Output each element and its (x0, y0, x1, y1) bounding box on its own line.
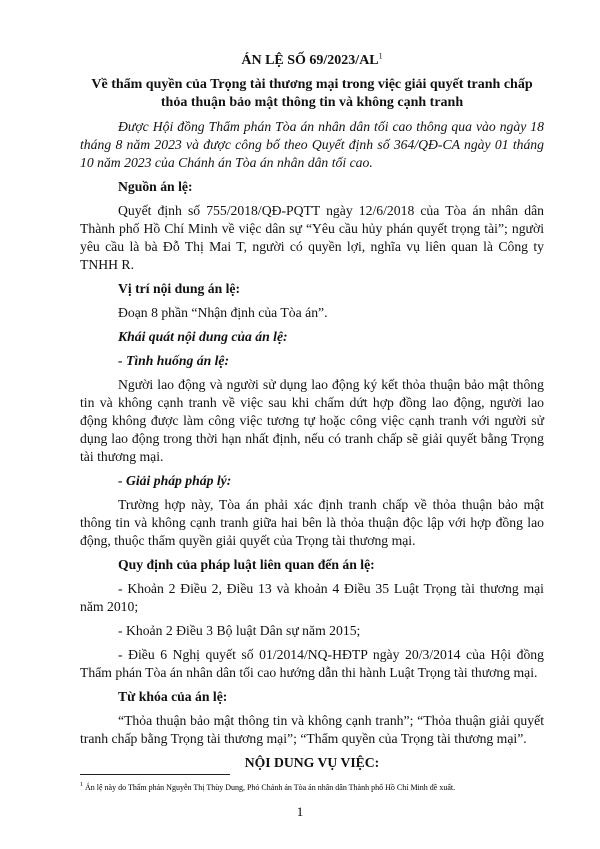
subtitle-line-2: thỏa thuận bảo mật thông tin và không cạnh tranh (160, 95, 464, 110)
title-text: ÁN LỆ SỐ 69/2023/AL (241, 53, 379, 68)
source-paragraph: Quyết định số 755/2018/QĐ-PQTT ngày 12/6/2018 của Tòa án nhân dân Thành phố Hồ Chí Minh về việc dân sự “Yêu cầu hủy phán quyết trọng tài”; người yêu cầu là bà Đỗ Thị Mai T, người có quyền lợi, nghĩa vụ liên quan là Công ty TNHH R. (80, 203, 544, 272)
law-item: - Khoản 2 Điều 2, Điều 13 và khoản 4 Điều 35 Luật Trọng tài thương mại năm 2010; (80, 581, 544, 614)
document-subtitle (80, 76, 544, 112)
case-content-heading: NỘI DUNG VỤ VIỆC: (244, 755, 380, 770)
keywords-paragraph: “Thỏa thuận bảo mật thông tin và không cạnh tranh”; “Thỏa thuận giải quyết tranh chấp bằng Trọng tài thương mại”; “Thẩm quyền của Trọng tài thương mại”. (80, 713, 544, 746)
law-item: - Khoản 2 Điều 3 Bộ luật Dân sự năm 2015; (118, 623, 361, 638)
solution-paragraph: Trường hợp này, Tòa án phải xác định tranh chấp về thỏa thuận bảo mật thông tin và không cạnh tranh giữa hai bên là thỏa thuận độc lập với hợp đồng lao động, thuộc thẩm quyền giải quyết của Trọng tài thương mại. (80, 497, 544, 548)
position-paragraph: Đoạn 8 phần “Nhận định của Tòa án”. (118, 305, 328, 320)
summary-heading: Khái quát nội dung của án lệ: (118, 329, 288, 344)
footnote-ref: 1 (80, 782, 83, 789)
situation-heading: - Tình huống án lệ: (118, 353, 230, 368)
footnote-divider (80, 774, 230, 775)
law-item: - Điều 6 Nghị quyết số 01/2014/NQ-HĐTP ngày 20/3/2014 của Hội đồng Thẩm phán Tòa án nhân dân tối cao hướng dẫn thi hành Luật Trọng tài thương mại. (80, 647, 544, 680)
subtitle-line-1: Về thẩm quyền của Trọng tài thương mại trong việc giải quyết tranh chấp (91, 77, 533, 92)
document-title (80, 52, 544, 70)
footnote-text: Án lệ này do Thẩm phán Nguyễn Thị Thùy Dung, Phó Chánh án Tòa án nhân dân Thành phố Hồ Chí Minh đề xuất. (85, 783, 456, 792)
source-heading: Nguồn án lệ: (118, 179, 193, 194)
law-heading: Quy định của pháp luật liên quan đến án lệ: (118, 557, 375, 572)
situation-paragraph: Người lao động và người sử dụng lao động ký kết thỏa thuận bảo mật thông tin và không cạnh tranh về việc sau khi chấm dứt hợp đồng lao động, người lao động không được làm công việc tương tự hoặc công việc cạnh tranh với người sử dụng lao động trong thời hạn nhất định, nếu có tranh chấp sẽ giải quyết bằng Trọng tài thương mại. (80, 377, 544, 464)
footnote (80, 782, 560, 793)
intro-paragraph: Được Hội đồng Thẩm phán Tòa án nhân dân tối cao thông qua vào ngày 18 tháng 8 năm 2023 và được công bố theo Quyết định số 364/QĐ-CA ngày 01 tháng 10 năm 2023 của Chánh án Tòa án nhân dân tối cao. (80, 119, 544, 170)
page-number: 1 (296, 804, 304, 819)
keywords-heading: Từ khóa của án lệ: (118, 689, 228, 704)
title-footnote-ref: 1 (378, 51, 383, 61)
position-heading: Vị trí nội dung án lệ: (118, 281, 241, 296)
solution-heading: - Giải pháp pháp lý: (118, 473, 232, 488)
